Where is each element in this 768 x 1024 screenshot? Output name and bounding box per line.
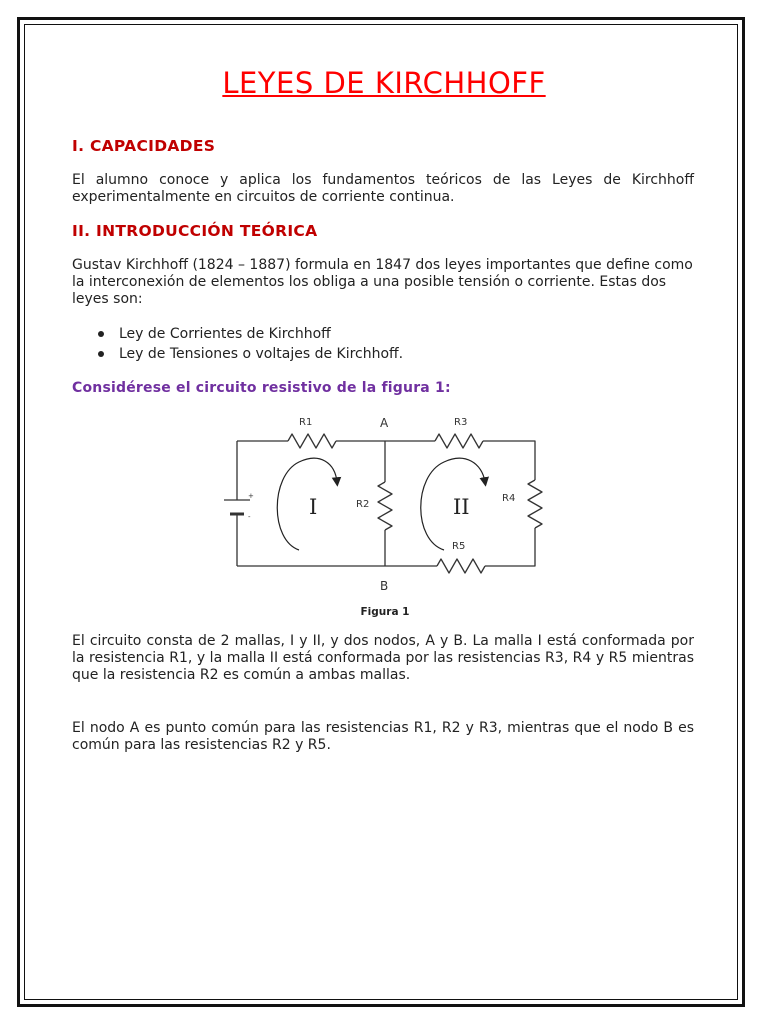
paragraph-mallas: El circuito consta de 2 mallas, I y II, y dos nodos, A y B. La malla I está conformada por la resistencia R1, y la malla II está conformada por las resistencias R3, R4 y R5 mientras que la resistencia R2 es común a ambas mallas. (72, 633, 694, 683)
list-item (72, 324, 403, 344)
bullet-icon (98, 331, 104, 337)
battery-minus-label: - (248, 513, 251, 521)
label-r3: R3 (454, 417, 468, 428)
resistor-r4 (528, 480, 542, 528)
heading-introduccion: II. INTRODUCCIÓN TEÓRICA (72, 222, 318, 240)
label-r4: R4 (502, 493, 516, 504)
list-item (72, 344, 403, 364)
laws-list (72, 324, 403, 364)
battery-icon (224, 500, 250, 514)
circuit-diagram (215, 408, 555, 613)
battery-plus-label: + (248, 492, 254, 500)
figure-caption: Figura 1 (360, 606, 410, 618)
label-r2: R2 (356, 499, 370, 510)
resistor-r2 (378, 482, 392, 530)
heading-capacidades: I. CAPACIDADES (72, 137, 216, 155)
paragraph-nodos: El nodo A es punto común para las resistencias R1, R2 y R3, mientras que el nodo B es común para las resistencias R2 y R5. (72, 720, 694, 753)
label-r5: R5 (452, 541, 466, 552)
resistor-r3 (435, 434, 483, 448)
resistor-r5 (437, 559, 485, 573)
label-r1: R1 (299, 417, 313, 428)
label-node-a: A (380, 416, 389, 430)
bullet-icon (98, 351, 104, 357)
label-mesh-i: I (309, 495, 318, 519)
paragraph-capacidades: El alumno conoce y aplica los fundamentos teóricos de las Leyes de Kirchhoff experimentalmente en circuitos de corriente continua. (72, 172, 694, 205)
resistor-r1 (288, 434, 336, 448)
label-mesh-ii: II (453, 495, 470, 519)
figure-intro: Considérese el circuito resistivo de la figura 1: (72, 380, 451, 396)
mesh-arrow-i (277, 458, 337, 550)
paragraph-introduccion: Gustav Kirchhoff (1824 – 1887) formula en 1847 dos leyes importantes que define como la interconexión de elementos los obliga a una posible tensión o corriente. Estas dos leyes son: (72, 257, 693, 307)
wire-bottom-right (485, 528, 535, 566)
document-title: LEYES DE KIRCHHOFF (222, 66, 546, 100)
label-node-b: B (380, 579, 389, 593)
law-label: Ley de Tensiones o voltajes de Kirchhoff. (119, 346, 404, 362)
wire-top-right (483, 441, 535, 480)
law-label: Ley de Corrientes de Kirchhoff (119, 326, 331, 342)
